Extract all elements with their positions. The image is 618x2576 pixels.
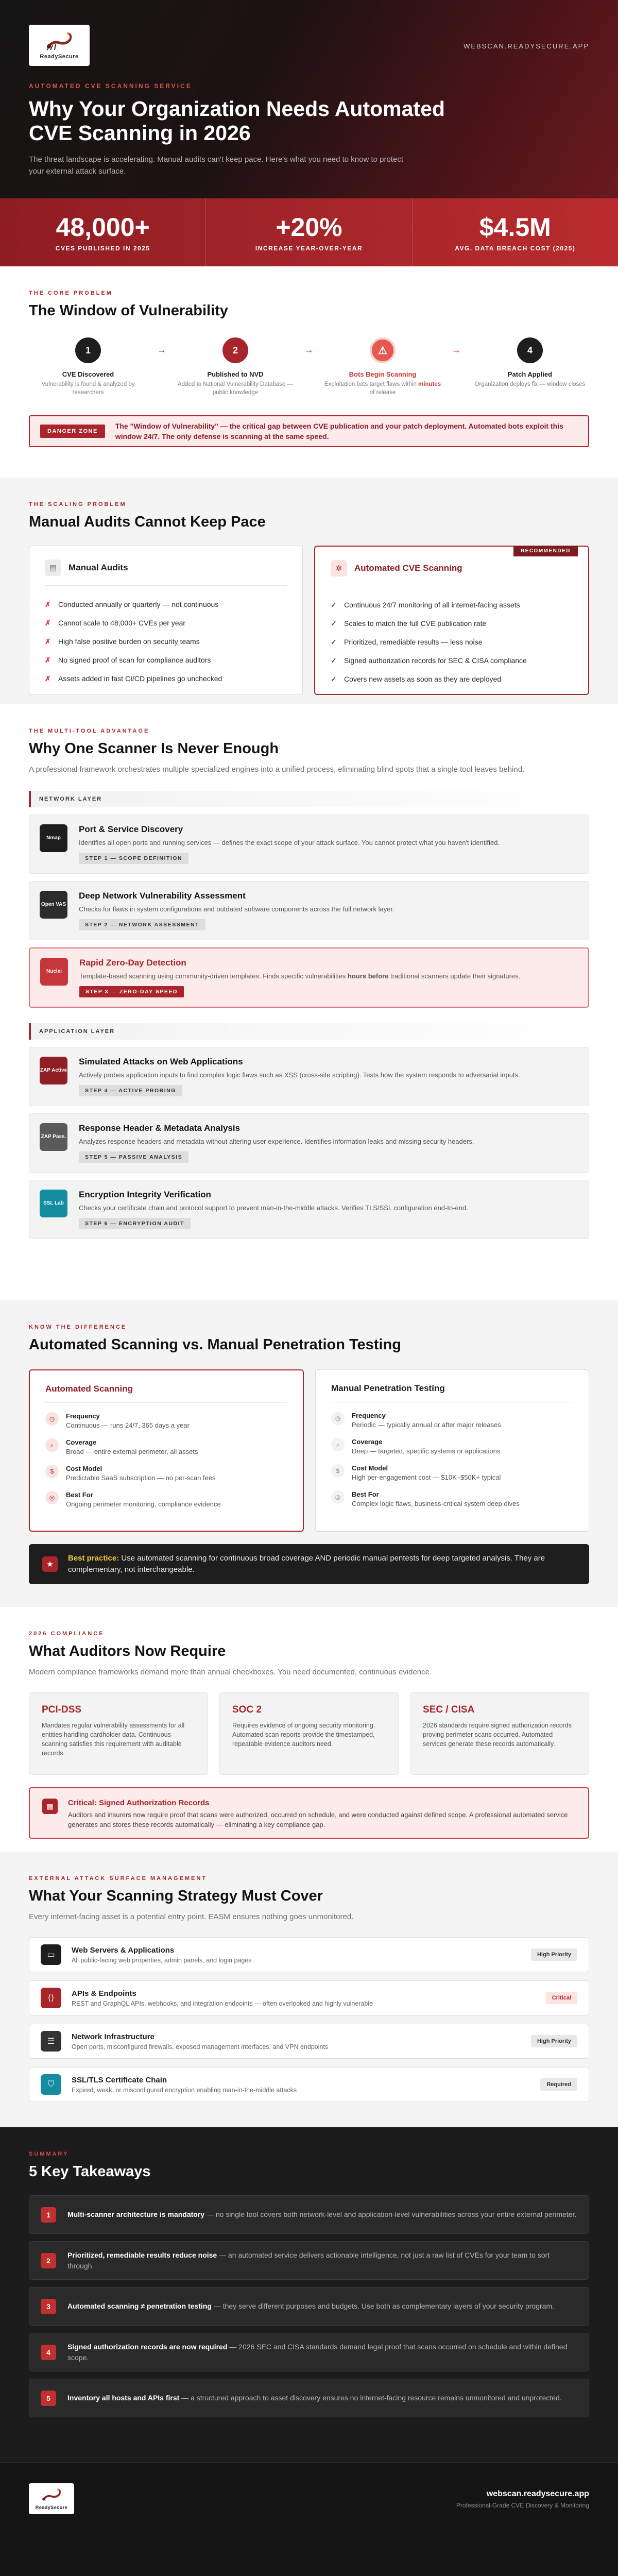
takeaway-item	[29, 2195, 589, 2234]
section-takeaways	[0, 2127, 618, 2462]
stat-label: CVES PUBLISHED IN 2025	[55, 245, 150, 252]
engine-body	[79, 1123, 474, 1163]
diff-key: Coverage	[352, 1438, 383, 1446]
strategy-body	[72, 1989, 536, 2007]
engine-desc-bold: hours before	[347, 972, 389, 980]
engine-title: Port & Service Discovery	[79, 824, 183, 834]
diff-value: Predictable SaaS subscription — no per-scan fees	[66, 1474, 216, 1482]
section-title: The Window of Vulnerability	[29, 302, 228, 319]
list-item-text: Covers new assets as soon as they are deployed	[344, 675, 502, 683]
engine-desc: Identifies all open ports and running services — defines the exact scope of your attack surface. You cannot protect what you haven't identified.	[79, 839, 500, 846]
engine-logo-icon: ZAP Active	[40, 1057, 67, 1084]
check-icon: ✓	[331, 656, 337, 665]
section-eyebrow: SUMMARY	[29, 2151, 69, 2157]
critical-callout	[29, 1787, 589, 1839]
section-eyebrow: EXTERNAL ATTACK SURFACE MANAGEMENT	[29, 1875, 208, 1882]
diff-body	[66, 1491, 221, 1508]
strategy-item	[29, 2067, 589, 2102]
list-item-text: Assets added in fast CI/CD pipelines go unchecked	[58, 674, 222, 683]
step-desc-post: of release	[369, 389, 396, 396]
hero	[0, 0, 618, 198]
section-title: What Your Scanning Strategy Must Cover	[29, 1888, 323, 1904]
engine-desc: Checks your certificate chain and protocol support to prevent man-in-the-middle attacks. Verifies TLS/SSL configuration end-to-end.	[79, 1204, 468, 1212]
recommended-badge: RECOMMENDED	[513, 546, 578, 556]
diff-rows	[331, 1412, 573, 1507]
diff-key: Best For	[352, 1490, 379, 1498]
diff-row	[331, 1412, 573, 1429]
strategy-title: APIs & Endpoints	[72, 1989, 136, 1998]
takeaway-rest: — an automated service delivers actionable intelligence, not just a raw list of CVEs for your team to sort through.	[67, 2250, 550, 2270]
engine-title: Response Header & Metadata Analysis	[79, 1123, 241, 1133]
arrow-right-icon: →	[304, 345, 314, 355]
section-subtitle: Modern compliance frameworks demand more than annual checkboxes. You need documented, continuous evidence.	[29, 1668, 432, 1676]
diff-key: Coverage	[66, 1438, 97, 1446]
api-icon: ⟨⟩	[41, 1988, 61, 2008]
section-eyebrow: THE MULTI-TOOL ADVANTAGE	[29, 728, 150, 734]
shield-icon: ⛉	[41, 2074, 61, 2095]
diff-row	[331, 1464, 573, 1481]
list-item	[331, 633, 573, 651]
stat-cves	[0, 198, 206, 266]
engine-card	[29, 1180, 589, 1239]
section-eyebrow: THE SCALING PROBLEM	[29, 501, 127, 507]
engine-card	[29, 881, 589, 940]
engine-body	[79, 891, 394, 930]
section-title: Why One Scanner Is Never Enough	[29, 740, 279, 757]
timeline-step	[176, 337, 295, 397]
server-icon: ☰	[41, 2031, 61, 2052]
dollar-icon: $	[331, 1464, 345, 1478]
manual-audit-list	[45, 595, 287, 688]
diff-value: Complex logic flaws, business-critical system deep dives	[352, 1500, 520, 1507]
engine-step-badge: STEP 4 — ACTIVE PROBING	[79, 1085, 182, 1096]
danger-zone-callout	[29, 415, 589, 447]
takeaway-rest: — a structured approach to asset discovery ensures no internet-facing resource remains unmonitored and unprotected.	[179, 2394, 562, 2402]
card-title: Automated Scanning	[45, 1384, 287, 1403]
engine-body	[79, 1190, 468, 1229]
takeaway-text	[67, 2301, 554, 2312]
stat-breach-cost	[413, 198, 618, 266]
diff-row	[45, 1491, 287, 1508]
critical-title: Critical: Signed Authorization Records	[68, 1799, 210, 1807]
danger-badge: DANGER ZONE	[40, 425, 105, 438]
check-icon: ✓	[331, 601, 337, 609]
diff-key: Frequency	[352, 1412, 386, 1419]
engine-logo-icon: Open VAS	[40, 891, 67, 919]
check-icon: ✓	[331, 638, 337, 646]
step-desc-bold: minutes	[418, 381, 441, 387]
engine-logo-icon: SSL Lab	[40, 1190, 67, 1217]
diff-body	[352, 1464, 501, 1481]
best-practice-callout	[29, 1544, 589, 1584]
diff-value: Periodic — typically annual or after major releases	[352, 1421, 501, 1429]
section-title: Manual Audits Cannot Keep Pace	[29, 514, 266, 530]
engine-body	[79, 1057, 520, 1096]
strategy-desc: Expired, weak, or misconfigured encryption enabling man-in-the-middle attacks	[72, 2086, 297, 2094]
strategy-body	[72, 2076, 530, 2094]
list-item	[45, 614, 287, 632]
comparison-cards	[29, 546, 589, 695]
engine-desc-post: traditional scanners update their signatures.	[388, 972, 521, 980]
engine-desc: Analyzes response headers and metadata without altering user experience. Identifies information leaks and missing security headers.	[79, 1138, 474, 1145]
diff-body	[66, 1438, 198, 1455]
section-easm-strategy	[0, 1852, 618, 2127]
priority-badge: High Priority	[531, 1948, 577, 1961]
strategy-title: Web Servers & Applications	[72, 1945, 175, 1955]
strategy-item	[29, 1980, 589, 2015]
reg-title: SEC / CISA	[423, 1704, 475, 1715]
engine-body	[79, 958, 520, 997]
hero-subtitle: The threat landscape is accelerating. Manual audits can't keep pace. Here's what you need to know to protect your external attack surface.	[29, 155, 403, 176]
step-desc: Added to National Vulnerability Database — public knowledge	[178, 381, 293, 396]
stat-value: +20%	[276, 213, 342, 242]
engine-card	[29, 1047, 589, 1106]
list-item-text: No signed proof of scan for compliance auditors	[58, 656, 211, 664]
engine-title: Encryption Integrity Verification	[79, 1190, 211, 1199]
strategy-desc: All public-facing web properties, admin panels, and login pages	[72, 1956, 252, 1964]
engine-step-badge: STEP 1 — SCOPE DEFINITION	[79, 853, 188, 864]
clock-icon: ◷	[45, 1412, 59, 1426]
hero-eyebrow: AUTOMATED CVE SCANNING SERVICE	[29, 82, 192, 90]
engine-title: Rapid Zero-Day Detection	[79, 958, 186, 968]
section-multi-tool	[0, 704, 618, 1300]
takeaway-number: 5	[41, 2391, 56, 2406]
diff-row	[45, 1465, 287, 1482]
section-window-of-vulnerability	[0, 266, 618, 478]
priority-badge: Critical	[546, 1992, 577, 2004]
engine-card	[29, 947, 589, 1008]
step-title: Bots Begin Scanning	[349, 370, 417, 378]
check-icon: ✓	[331, 675, 337, 683]
diff-body	[352, 1412, 501, 1429]
step-number: 1	[75, 337, 101, 363]
strategy-title: Network Infrastructure	[72, 2032, 154, 2041]
list-item-text: Continuous 24/7 monitoring of all internet-facing assets	[344, 601, 520, 609]
section-know-the-difference	[0, 1300, 618, 1607]
engine-desc	[79, 971, 520, 981]
dollar-icon: $	[45, 1465, 59, 1478]
diff-value: Continuous — runs 24/7, 365 days a year	[66, 1421, 190, 1429]
network-engine-list	[29, 815, 589, 1008]
engine-logo-icon: ZAP Pass.	[40, 1123, 67, 1151]
x-icon: ✗	[45, 637, 51, 646]
clock-icon: ◷	[331, 1412, 345, 1425]
best-practice-text	[68, 1553, 576, 1575]
section-subtitle: A professional framework orchestrates multiple specialized engines into a unified process, eliminating blind spots that a single tool leaves behind.	[29, 765, 525, 774]
takeaway-bold: Signed authorization records are now required	[67, 2342, 228, 2351]
search-icon: ⌕	[331, 1438, 345, 1451]
x-icon: ✗	[45, 600, 51, 608]
stat-value: $4.5M	[479, 213, 551, 242]
stat-label: INCREASE YEAR-OVER-YEAR	[255, 245, 363, 252]
diff-row	[331, 1490, 573, 1507]
engine-body	[79, 824, 500, 864]
takeaway-number: 1	[41, 2207, 56, 2223]
diff-key: Best For	[66, 1491, 93, 1499]
network-layer-label: NETWORK LAYER	[29, 791, 589, 807]
x-icon: ✗	[45, 619, 51, 627]
monitor-icon: ▭	[41, 1944, 61, 1965]
footer	[0, 2462, 618, 2576]
takeaway-item	[29, 2241, 589, 2280]
timeline-step	[471, 337, 589, 388]
reg-card-soc2	[219, 1692, 399, 1775]
takeaway-text	[67, 2393, 562, 2403]
diff-value: Deep — targeted, specific systems or applications	[352, 1447, 501, 1455]
diff-body	[66, 1412, 190, 1429]
list-item	[331, 670, 573, 688]
step-desc	[323, 380, 442, 397]
section-eyebrow: THE CORE PROBLEM	[29, 290, 113, 296]
footer-domain-link[interactable]: webscan.readysecure.app	[486, 2489, 589, 2498]
engine-desc: Actively probes application inputs to find complex logic flaws such as XSS (cross-site scripting). Tests how the system responds to adversarial inputs.	[79, 1071, 520, 1079]
best-practice-label: Best practice:	[68, 1554, 119, 1563]
automated-scanning-card	[314, 546, 589, 695]
strategy-title: SSL/TLS Certificate Chain	[72, 2075, 167, 2084]
strategy-desc: Open ports, misconfigured firewalls, exposed management interfaces, and VPN endpoints	[72, 2043, 329, 2050]
diff-key: Cost Model	[66, 1465, 102, 1472]
takeaway-bold: Prioritized, remediable results reduce noise	[67, 2250, 217, 2259]
scorpion-logo-icon	[45, 31, 73, 52]
strategy-item	[29, 2024, 589, 2059]
list-item	[45, 669, 287, 688]
diff-value: Broad — entire external perimeter, all assets	[66, 1448, 198, 1455]
section-title: Automated Scanning vs. Manual Penetration Testing	[29, 1336, 401, 1353]
footer-logo[interactable]	[29, 2483, 74, 2514]
takeaway-text	[67, 2209, 576, 2220]
diff-value: Ongoing perimeter monitoring, compliance evidence	[66, 1500, 221, 1508]
section-title: 5 Key Takeaways	[29, 2163, 151, 2180]
danger-text: The "Window of Vulnerability" — the critical gap between CVE publication and your patch deployment. Automated bots exploit this window 24/7. The only defense is scanning at the same speed.	[115, 422, 563, 440]
list-item	[45, 632, 287, 651]
reg-desc: Mandates regular vulnerability assessments for all entities handling cardholder data. Continuous scanning satisfies this requirement with auditable records.	[42, 1722, 185, 1757]
engine-desc: Checks for flaws in system configurations and outdated software components across the full network layer.	[79, 905, 394, 913]
target-icon: ◎	[331, 1490, 345, 1504]
vulnerability-timeline	[29, 337, 589, 397]
hero-domain[interactable]: WEBSCAN.READYSECURE.APP	[464, 42, 589, 50]
list-item-text: Cannot scale to 48,000+ CVEs per year	[58, 619, 186, 627]
arrow-right-icon: →	[452, 345, 461, 355]
takeaway-bold: Multi-scanner architecture is mandatory	[67, 2210, 205, 2218]
stat-value: 48,000+	[56, 213, 150, 242]
arrow-right-icon: →	[157, 345, 166, 355]
diff-body	[352, 1490, 520, 1507]
engine-desc-pre: Template-based scanning using community-driven templates. Finds specific vulnerabilities	[79, 972, 348, 980]
clipboard-icon: ▤	[45, 560, 61, 576]
engine-card	[29, 815, 589, 874]
automated-scanning-card	[29, 1369, 304, 1532]
stat-label: AVG. DATA BREACH COST (2025)	[455, 245, 576, 252]
best-practice-body: Use automated scanning for continuous broad coverage AND periodic manual pentests for deep targeted analysis. They are complementary, not interchangeable.	[68, 1554, 545, 1574]
diff-row	[331, 1438, 573, 1455]
engine-step-badge: STEP 5 — PASSIVE ANALYSIS	[79, 1151, 188, 1163]
list-item	[331, 614, 573, 633]
engine-step-badge: STEP 2 — NETWORK ASSESSMENT	[79, 919, 205, 930]
engine-title: Deep Network Vulnerability Assessment	[79, 891, 246, 901]
engine-step-badge: STEP 3 — ZERO-DAY SPEED	[79, 986, 184, 997]
manual-pentest-card	[315, 1369, 589, 1532]
diff-rows	[45, 1412, 287, 1508]
logo-text: ReadySecure	[40, 53, 79, 60]
page-title: Why Your Organization Needs Automated CVE Scanning in 2026	[29, 97, 445, 145]
diff-body	[352, 1438, 500, 1455]
diff-value: High per-engagement cost — $10K–$50K+ typical	[352, 1473, 501, 1481]
application-layer-label: APPLICATION LAYER	[29, 1023, 589, 1040]
step-title: CVE Discovered	[62, 370, 114, 378]
check-icon: ✓	[331, 619, 337, 628]
section-compliance	[0, 1607, 618, 1852]
list-item-text: High false positive burden on security teams	[58, 637, 200, 646]
logo-text: ReadySecure	[35, 2504, 68, 2510]
footer-tagline: Professional-Grade CVE Discovery & Monitoring	[456, 2502, 589, 2509]
critical-desc: Auditors and insurers now require proof that scans were authorized, occurred on schedule, and were conducted against defined scope. A professional automated service generates and stores these records automatically — eliminating a key compliance gap.	[68, 1811, 568, 1828]
priority-badge: High Priority	[531, 2035, 577, 2047]
difference-cards	[29, 1369, 589, 1532]
warning-icon: ⚠	[370, 337, 396, 363]
document-icon: ▤	[42, 1799, 58, 1814]
stats-bar	[0, 198, 618, 266]
brand-logo[interactable]	[29, 25, 90, 66]
takeaway-item	[29, 2287, 589, 2326]
x-icon: ✗	[45, 674, 51, 683]
target-icon: ◎	[45, 1491, 59, 1504]
takeaway-rest: — 2026 SEC and CISA standards demand legal proof that scans occurred on schedule and within defined scope.	[67, 2342, 568, 2362]
step-desc: Organization deploys fix — window closes	[474, 381, 586, 387]
diff-row	[45, 1438, 287, 1455]
takeaway-list	[29, 2195, 589, 2417]
engine-logo-icon: Nuclei	[40, 958, 68, 986]
diff-row	[45, 1412, 287, 1429]
strategy-body	[72, 1946, 521, 1964]
reg-desc: 2026 standards require signed authorization records proving perimeter scans occurred. Automated services generate these records automatically.	[423, 1722, 572, 1748]
list-item-text: Conducted annually or quarterly — not continuous	[58, 600, 219, 608]
engine-logo-icon: Nmap	[40, 824, 67, 852]
takeaway-bold: Inventory all hosts and APIs first	[67, 2394, 180, 2402]
gear-icon: ✲	[331, 560, 347, 577]
reg-title: SOC 2	[232, 1704, 262, 1715]
takeaway-rest: — they serve different purposes and budgets. Use both as complementary layers of your security program.	[211, 2302, 555, 2310]
engine-card	[29, 1113, 589, 1173]
timeline-step	[29, 337, 147, 397]
step-desc-pre: Exploitation bots target flaws within	[324, 381, 419, 387]
takeaway-text	[67, 2250, 577, 2272]
manual-audits-card	[29, 546, 303, 695]
x-icon: ✗	[45, 656, 51, 664]
diff-key: Frequency	[66, 1412, 100, 1420]
diff-key: Cost Model	[352, 1464, 388, 1472]
section-title: What Auditors Now Require	[29, 1643, 226, 1659]
strategy-list	[29, 1937, 589, 2102]
list-item	[45, 595, 287, 614]
diff-body	[66, 1465, 216, 1482]
application-engine-list	[29, 1047, 589, 1239]
engine-title: Simulated Attacks on Web Applications	[79, 1057, 243, 1066]
takeaway-bold: Automated scanning ≠ penetration testing	[67, 2302, 212, 2310]
reg-card-sec-cisa	[410, 1692, 589, 1775]
card-title: Automated CVE Scanning	[354, 563, 462, 573]
takeaway-number: 2	[41, 2253, 56, 2268]
list-item-text: Signed authorization records for SEC & CISA compliance	[344, 656, 527, 665]
section-scaling-problem	[0, 478, 618, 704]
takeaway-number: 3	[41, 2299, 56, 2314]
list-item-text: Prioritized, remediable results — less noise	[344, 638, 483, 646]
regulation-cards	[29, 1692, 589, 1775]
scorpion-logo-icon	[41, 2488, 62, 2503]
timeline-step	[323, 337, 442, 397]
takeaway-item	[29, 2333, 589, 2371]
stat-growth	[206, 198, 412, 266]
strategy-item	[29, 1937, 589, 1972]
step-desc: Vulnerability is found & analyzed by researchers	[41, 381, 135, 396]
reg-desc: Requires evidence of ongoing security monitoring. Automated scan reports provide the timestamped, repeatable evidence auditors need.	[232, 1722, 375, 1748]
takeaway-text	[67, 2342, 577, 2363]
search-icon: ⌕	[45, 1438, 59, 1452]
section-subtitle: Every internet-facing asset is a potential entry point. EASM ensures nothing goes unmonitored.	[29, 1912, 354, 1921]
engine-step-badge: STEP 6 — ENCRYPTION AUDIT	[79, 1218, 191, 1229]
step-title: Published to NVD	[207, 370, 264, 378]
list-item	[331, 651, 573, 670]
card-title: Manual Audits	[68, 563, 128, 572]
list-item	[45, 651, 287, 669]
reg-card-pci-dss	[29, 1692, 208, 1775]
strategy-body	[72, 2032, 521, 2050]
star-icon: ★	[42, 1556, 58, 1572]
list-item-text: Scales to match the full CVE publication rate	[344, 619, 487, 628]
section-eyebrow: KNOW THE DIFFERENCE	[29, 1324, 127, 1330]
list-item	[331, 596, 573, 614]
step-number: 2	[222, 337, 248, 363]
reg-title: PCI-DSS	[42, 1704, 82, 1715]
step-number: 4	[517, 337, 543, 363]
step-title: Patch Applied	[507, 370, 553, 378]
takeaway-item	[29, 2379, 589, 2417]
strategy-desc: REST and GraphQL APIs, webhooks, and integration endpoints — often overlooked and highly vulnerable	[72, 1999, 373, 2007]
section-eyebrow: 2026 COMPLIANCE	[29, 1631, 105, 1637]
takeaway-rest: — no single tool covers both network-level and application-level vulnerabilities across your entire external perimeter.	[204, 2210, 577, 2218]
takeaway-number: 4	[41, 2345, 56, 2360]
card-title: Manual Penetration Testing	[331, 1383, 573, 1402]
priority-badge: Required	[540, 2078, 577, 2091]
automated-scan-list	[331, 596, 573, 688]
